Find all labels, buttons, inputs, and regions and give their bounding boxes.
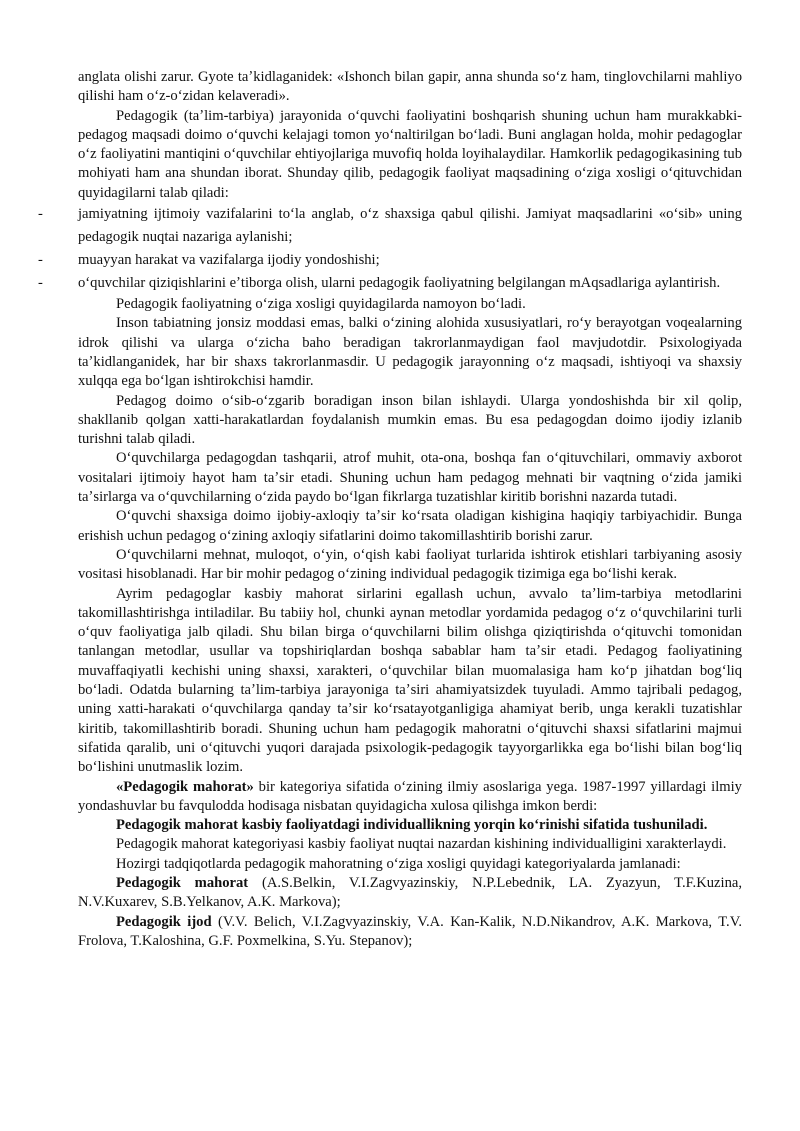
paragraph-external-influences: Oʻquvchilarga pedagogdan tashqarii, atrof muhit, ota-ona, boshqa fan oʻqituvchilari, ommaviy axborot vositalari ijtimoiy hayot ham taʼsir etadi. Shuning uchun ham pedagog mehnati bir vaqtning oʻzida jamiki taʼsirlarga va oʻquvchilarning oʻzida paydo boʻlgan fikrlarga tuzatishlar kiritib borishni nazarda tutadi.	[78, 450, 742, 506]
paragraph-mastery-definition	[78, 816, 742, 835]
paragraph-categories-intro: Hozirgi tadqiqotlarda pedagogik mahoratning oʻziga xosligi quyidagi kategoriyalarda jamlanadi:	[116, 855, 681, 872]
paragraph-growing-person: Pedagog doimo oʻsib-oʻzgarib boradigan inson bilan ishlaydi. Ularga yondoshishda bir xil qolip, shakllanib qolgan xatti-harakatlardan foydalanish mumkin emas. Bu esa pedagogdan doimo ijodiy izlanib turishni talab qiladi.	[78, 392, 742, 448]
paragraph-category-mastery	[78, 874, 742, 913]
paragraph-category-creativity	[78, 913, 742, 952]
paragraph-moral-influence: Oʻquvchi shaxsiga doimo ijobiy-axloqiy taʼsir koʻrsata oladigan kishigina haqiqiy tarbiyachidir. Bunga erishish uchun pedagog oʻzining axloqiy sifatlarini doimo takomillashtirib borishi zarur.	[78, 508, 742, 544]
paragraph-continuation: anglata olishi zarur. Gyote taʼkidlaganidek: «Ishonch bilan gapir, anna shunda soʻz ham, tinglovchilarni mahliyo qilishi ham oʻz-oʻzidan kelaveradi».	[78, 69, 742, 105]
list-item-social-tasks: - jamiyatning ijtimoiy vazifalarini toʻla anglab, oʻz shaxsiga qabul qilishi. Jamiyat maqsadlarini «oʻsib» uning pedagogik nuqtai nazariga aylanishi;	[78, 203, 742, 249]
paragraph-pedagogical-process: Pedagogik (taʼlim-tarbiya) jarayonida oʻquvchi faoliyatini boshqarish shuning uchun ham murakkabki-pedagog maqsadi doimo oʻquvchi kelajagi tomon yoʻnaltirilgan boʻladi. Buni anglagan holda, mohir pedagoglar oʻz faoliyatini mantiqini oʻquvchilar ehtiyojlariga muvofiq holda loyihalaydilar. Hamkorlik pedagogikasining tub mohiyati ham ana shundan iborat. Shunday qilib, pedagogik faoliyat maqsadining oʻziga xosligi oʻqituvchidan quyidagilarni talab qiladi:	[78, 107, 742, 201]
term-pedagogical-creativity: Pedagogik ijod	[116, 913, 212, 930]
paragraph-human-nature: Inson tabiatning jonsiz moddasi emas, balki oʻzining alohida xususiyatlari, roʻy berayotgan voqealarning idrok qilishi va ularga oʻzicha baho beradigan takrorlanmaydigan faol mavjudotdir. Psixologiyada taʼkidlanganidek, har bir shaxs takrorlanmasdir. U pedagogik jarayonning oʻz maqsadi, ishtiyoqi va shaxsiy xulqqa ega boʻlgan ishtirokchisi hamdir.	[78, 315, 742, 390]
paragraph-individuality: Pedagogik mahorat kategoriyasi kasbiy faoliyat nuqtai nazardan kishining individualligini xarakterlaydi.	[116, 836, 727, 853]
authors-list: (A.S.Belkin, V.I.Zagvyazinskiy, N.P.Lebednik, LA. Zyazyun, T.F.Kuzina, N.V.Kuxarev, S.B.Yelkanov, A.K. Markova);	[78, 874, 742, 911]
paragraph-mastery-category	[78, 778, 742, 817]
list-item-creative-approach: - muayyan harakat va vazifalarga ijodiy yondoshishi;	[78, 249, 742, 272]
list-item-student-interests: - oʻquvchilar qiziqishlarini eʼtiborga olish, ularni pedagogik faoliyatning belgilangan mAqsadlariga aylantirish.	[78, 272, 742, 295]
definition-bold: Pedagogik mahorat kasbiy faoliyatdagi individuallikning yorqin koʻrinishi sifatida tushuniladi.	[116, 817, 708, 834]
paragraph-text: bir kategoriya sifatida oʻzining ilmiy asoslariga yega. 1987-1997 yillardagi ilmiy yondashuvlar bu favqulodda hodisaga nisbatan quyidagicha xulosa qilishga imkon berdi:	[78, 778, 742, 814]
paragraph-specifics-intro: Pedagogik faoliyatning oʻziga xosligi quyidagilarda namoyon boʻladi.	[116, 296, 526, 313]
term-pedagogical-mastery: Pedagogik mahorat	[116, 874, 249, 891]
paragraph-activity-types: Oʻquvchilarni mehnat, muloqot, oʻyin, oʻqish kabi faoliyat turlarida ishtirok etishlari tarbiyaning asosiy vositasi hisoblanadi. Har bir mohir pedagog oʻzining individual pedagogik tizimiga ega boʻlishi kerak.	[78, 546, 742, 583]
authors-list: (V.V. Belich, V.I.Zagvyazinskiy, V.A. Kan-Kalik, N.D.Nikandrov, A.K. Markova, T.V. Frolova, T.Kaloshina, G.F. Poxmelkina, S.Yu. Stepanov);	[78, 913, 743, 949]
paragraph-methods: Ayrim pedagoglar kasbiy mahorat sirlarini egallash uchun, avvalo taʼlim-tarbiya metodlarini takomillashtirishga intiladilar. Bu tabiiy hol, chunki aynan metodlar yordamida pedagog oʻz oʻquvchilarini turli oʻquv faoliyatiga jalb qiladi. Shu bilan birga oʻquvchilarni bilim olishga qiziqtirishda oʻqituvchi tomonidan tanlangan metodlar, usullar va topshiriqlardan boshqa sabablar ham taʼsir etadi. Pedagog faoliyatining muvaffaqiyatli kechishi uning shaxsi, xarakteri, oʻquvchilar bilan muomalasiga ham koʻp jihatdan bogʻliq boʻladi. Odatda bularning taʼlim-tarbiya jarayoniga taʼsiri ahamiyatsizdek tuyuladi. Ammo tajribali pedagog, uning xatti-harakati oʻquvchilarga qanday taʼsir koʻrsatayotganligiga ahamiyat berib, unga kerakli tuzatishlar kiritib, takomillashtirib boradi. Shuning uchun ham pedagogik mahoratni oʻqituvchi shaxsi sifatlarini majmui sifatida qaralib, uni oʻqituvchi yuqori darajada psixologik-pedagogik tayyorgarlikka ega boʻlishi bilan bogʻliq boʻlishini unutmaslik lozim.	[78, 585, 742, 776]
document-page	[78, 68, 742, 951]
term-pedagogical-mastery: «Pedagogik mahorat»	[116, 778, 254, 795]
